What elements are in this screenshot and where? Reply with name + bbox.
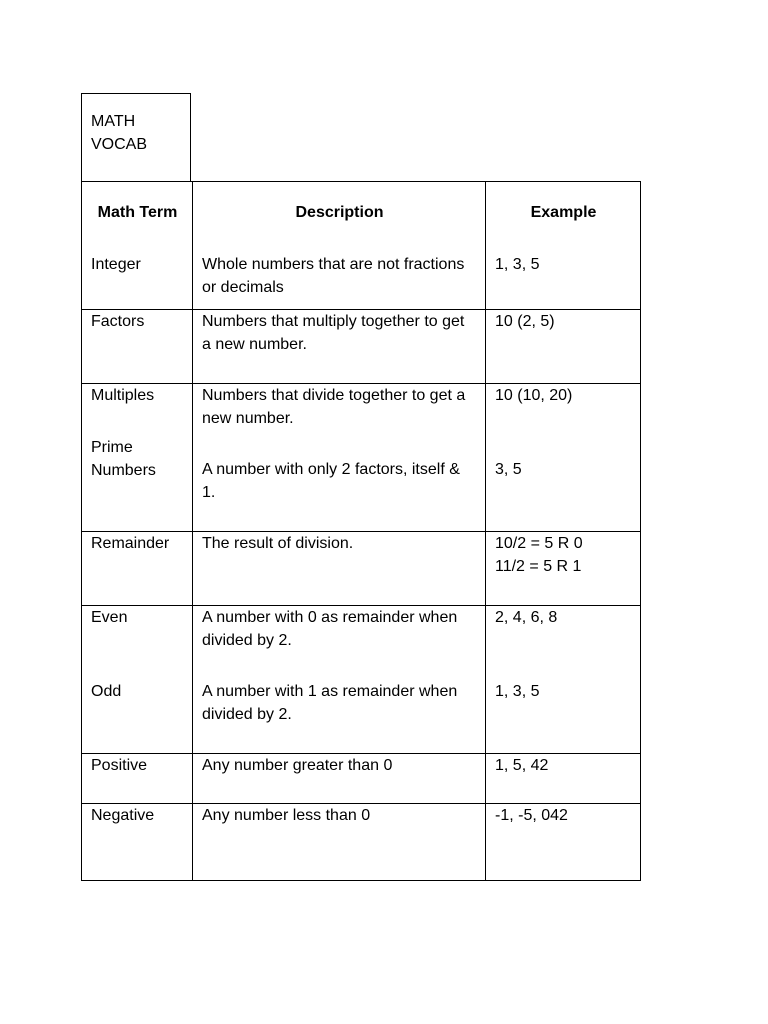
header-example — [486, 182, 641, 310]
example-even: 2, 4, 6, 8 — [495, 609, 558, 626]
description-factors: Numbers that multiply together to get a new number. — [193, 310, 486, 384]
example-prime-numbers: 3, 5 — [495, 461, 522, 478]
example-cell-multiples-prime — [486, 384, 641, 532]
description-remainder: The result of division. — [193, 532, 486, 606]
description-cell-even-odd — [193, 606, 486, 754]
term-integer: Integer — [91, 256, 141, 273]
table-row — [82, 384, 641, 532]
description-even: A number with 0 as remainder when divided by 2. — [202, 609, 458, 649]
example-multiples: 10 (10, 20) — [495, 387, 573, 404]
header-row — [82, 182, 641, 310]
term-factors: Factors — [82, 310, 193, 384]
term-positive: Positive — [82, 754, 193, 804]
vocab-table — [81, 181, 641, 881]
term-cell-even-odd — [82, 606, 193, 754]
example-cell-even-odd — [486, 606, 641, 754]
example-remainder-line-2: 11/2 = 5 R 1 — [495, 558, 582, 575]
term-negative: Negative — [82, 804, 193, 881]
description-multiples: Numbers that divide together to get a new number. — [202, 387, 466, 427]
term-multiples: Multiples — [91, 387, 155, 404]
example-remainder — [486, 532, 641, 606]
table-row — [82, 310, 641, 384]
example-odd: 1, 3, 5 — [495, 683, 540, 700]
table-row — [82, 804, 641, 881]
example-remainder-line-1: 10/2 = 5 R 0 — [495, 535, 583, 552]
example-negative: -1, -5, 042 — [486, 804, 641, 881]
description-odd: A number with 1 as remainder when divided by 2. — [202, 683, 458, 723]
term-odd: Odd — [91, 683, 122, 700]
header-description-label: Description — [295, 204, 384, 221]
title-line-2: VOCAB — [91, 136, 148, 153]
table-row — [82, 532, 641, 606]
example-integer: 1, 3, 5 — [495, 256, 540, 273]
header-description — [193, 182, 486, 310]
description-integer: Whole numbers that are not fractions or decimals — [202, 256, 465, 296]
table-row — [82, 754, 641, 804]
description-positive: Any number greater than 0 — [193, 754, 486, 804]
header-math-term — [82, 182, 193, 310]
term-prime-numbers: Prime Numbers — [91, 439, 156, 479]
header-math-term-label: Math Term — [97, 204, 178, 221]
example-factors: 10 (2, 5) — [486, 310, 641, 384]
title-cell — [81, 93, 191, 181]
header-example-label: Example — [530, 204, 597, 221]
table-row — [82, 606, 641, 754]
description-negative: Any number less than 0 — [193, 804, 486, 881]
title-line-1: MATH — [91, 113, 136, 130]
term-even: Even — [91, 609, 128, 626]
example-positive: 1, 5, 42 — [486, 754, 641, 804]
term-remainder: Remainder — [82, 532, 193, 606]
description-cell-multiples-prime — [193, 384, 486, 532]
description-prime-numbers: A number with only 2 factors, itself & 1. — [202, 461, 460, 501]
term-cell-multiples-prime — [82, 384, 193, 532]
